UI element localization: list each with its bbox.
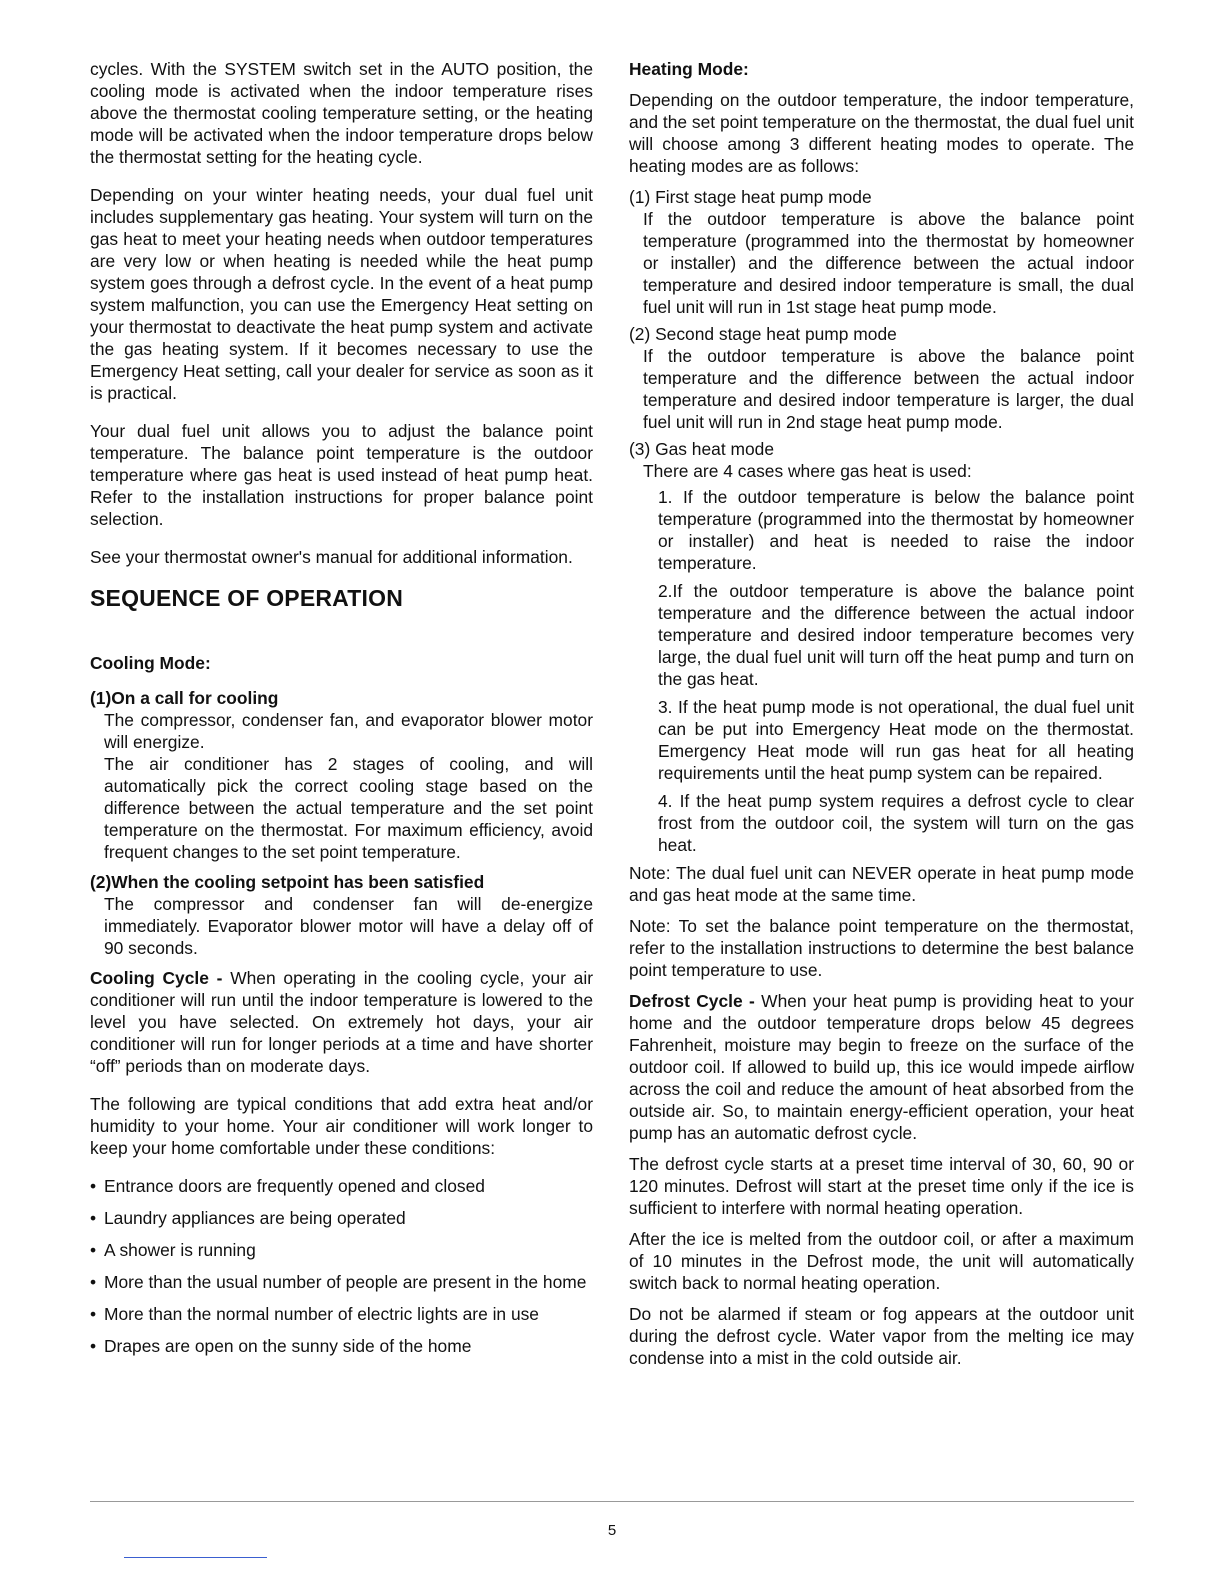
- heating-mode-1: [629, 186, 1134, 318]
- cooling-mode-heading: Cooling Mode:: [90, 653, 211, 673]
- heating-mode-1-text: If the outdoor temperature is above the balance point temperature (programmed into the thermostat by homeowner or installer) and the difference between the actual indoor temperature and desired indoor temperature is small, the dual fuel unit will run in 1st stage heat pump mode.: [643, 209, 1134, 317]
- defrost-cycle-text: When your heat pump is providing heat to your home and the outdoor temperature drops below 45 degrees Fahrenheit, moisture may begin to freeze on the surface of the outdoor coil. If allowed to build up, this ice would impede airflow across the coil and reduce the amount of heat absorbed from the outside air. So, to maintain energy-efficient operation, your heat pump has an automatic defrost cycle.: [629, 991, 1134, 1143]
- thermostat-manual-paragraph: See your thermostat owner's manual for additional information.: [90, 547, 573, 567]
- defrost-cycle-label: Defrost Cycle -: [629, 991, 755, 1011]
- heating-mode-3-title: (3) Gas heat mode: [629, 439, 774, 459]
- left-column: [90, 58, 593, 1367]
- heating-mode-heading: Heating Mode:: [629, 59, 749, 79]
- bullet-icon: •: [90, 1208, 97, 1228]
- cooling-step-1-title: (1)On a call for cooling: [90, 688, 279, 708]
- list-item: • Entrance doors are frequently opened and closed: [90, 1176, 485, 1196]
- footer-divider: [90, 1501, 1134, 1502]
- balance-point-paragraph: Your dual fuel unit allows you to adjust the balance point temperature. The balance point temperature is the outdoor temperature where gas heat is used instead of heat pump heat. Refer to the installation instructions for proper balance point selection.: [90, 421, 593, 529]
- right-column: [629, 58, 1134, 1378]
- gas-heating-paragraph: Depending on your winter heating needs, your dual fuel unit includes supplementary gas heating. Your system will turn on the gas heat to meet your heating needs when outdoor temperatures are very low or when heating is needed while the heat pump system goes through a defrost cycle. In the event of a heat pump system malfunction, you can use the Emergency Heat setting on your thermostat to deactivate the heat pump system and activate the gas heating system. If it becomes necessary to use the Emergency Heat setting, call your dealer for service as soon as it is practical.: [90, 185, 593, 403]
- heating-mode-2: [629, 323, 1134, 433]
- cooling-step-2-title: (2)When the cooling setpoint has been satisfied: [90, 872, 485, 892]
- cooling-cycle-text: When operating in the cooling cycle, your air conditioner will run until the indoor temperature is lowered to the level you have selected. On extremely hot days, your air conditioner will run for longer periods at a time and have shorter “off” periods than on moderate days.: [90, 968, 593, 1076]
- heating-mode-2-title: (2) Second stage heat pump mode: [629, 324, 897, 344]
- cooling-step-2: [90, 871, 593, 959]
- conditions-list: [90, 1175, 593, 1357]
- gas-heat-case-2: 2.If the outdoor temperature is above the balance point temperature and the difference between the actual indoor temperature and desired indoor temperature becomes very large, the dual fuel unit will turn off the heat pump and turn on the gas heat.: [658, 581, 1134, 689]
- list-item: • Laundry appliances are being operated: [90, 1208, 406, 1228]
- heating-mode-2-text: If the outdoor temperature is above the balance point temperature and the difference between the actual indoor temperature and desired indoor temperature is larger, the dual fuel unit will run in 2nd stage heat pump mode.: [643, 346, 1134, 432]
- heating-intro-paragraph: Depending on the outdoor temperature, the indoor temperature, and the set point temperature on the thermostat, the dual fuel unit will choose among 3 different heating modes to operate. The heating modes are as follows:: [629, 90, 1134, 176]
- gas-heat-case-1: 1. If the outdoor temperature is below the balance point temperature (programmed into the thermostat by homeowner or installer) and heat is needed to raise the indoor temperature.: [658, 487, 1134, 573]
- cooling-step-2-text: The compressor and condenser fan will de-energize immediately. Evaporator blower motor will have a delay off of 90 seconds.: [104, 894, 593, 958]
- gas-heat-case-3: 3. If the heat pump mode is not operational, the dual fuel unit can be put into Emergency Heat mode on the thermostat. Emergency Heat mode will run gas heat for all heating requirements until the heat pump system can be repaired.: [658, 697, 1134, 783]
- list-item: • Drapes are open on the sunny side of the home: [90, 1336, 472, 1356]
- conditions-intro: The following are typical conditions that add extra heat and/or humidity to your home. Your air conditioner will work longer to keep your home comfortable under these conditions:: [90, 1094, 593, 1158]
- bullet-icon: •: [90, 1336, 97, 1356]
- heating-mode-1-title: (1) First stage heat pump mode: [629, 187, 872, 207]
- gas-heat-case-4: 4. If the heat pump system requires a defrost cycle to clear frost from the outdoor coil, the system will turn on the gas heat.: [658, 791, 1134, 855]
- intro-paragraph-cycles: cycles. With the SYSTEM switch set in the AUTO position, the cooling mode is activated when the indoor temperature rises above the thermostat cooling temperature setting, or the heating mode will be activated when the indoor temperature drops below the thermostat setting for the heating cycle.: [90, 59, 593, 167]
- defrost-cycle-paragraph: [629, 990, 1134, 1144]
- scan-artifact-line: [124, 1557, 267, 1558]
- bullet-icon: •: [90, 1176, 97, 1196]
- list-item: • More than the normal number of electric lights are in use: [90, 1304, 539, 1324]
- page-number: 5: [607, 1522, 617, 1539]
- heating-mode-3: [629, 438, 1134, 856]
- section-title: SEQUENCE OF OPERATION: [90, 585, 404, 611]
- note-balance-point: Note: To set the balance point temperature on the thermostat, refer to the installation instructions to determine the best balance point temperature to use.: [629, 916, 1134, 980]
- list-item: • More than the usual number of people are present in the home: [90, 1272, 587, 1292]
- bullet-icon: •: [90, 1240, 97, 1260]
- list-item: • A shower is running: [90, 1240, 256, 1260]
- cooling-cycle-label: Cooling Cycle -: [90, 968, 223, 988]
- cooling-step-1-stages-text: The air conditioner has 2 stages of cooling, and will automatically pick the correct cooling stage based on the difference between the actual temperature and the set point temperature on the thermostat. For maximum efficiency, avoid frequent changes to the set point temperature.: [104, 754, 593, 862]
- note-never-both-modes: Note: The dual fuel unit can NEVER operate in heat pump mode and gas heat mode at the same time.: [629, 863, 1134, 905]
- cooling-cycle-paragraph: [90, 967, 593, 1077]
- defrost-interval-paragraph: The defrost cycle starts at a preset time interval of 30, 60, 90 or 120 minutes. Defrost will start at the preset time only if the ice is sufficient to interfere with normal heating operation.: [629, 1154, 1134, 1218]
- bullet-icon: •: [90, 1272, 97, 1292]
- gas-heat-cases-intro: There are 4 cases where gas heat is used:: [643, 461, 972, 481]
- cooling-step-1-text: The compressor, condenser fan, and evaporator blower motor will energize.: [104, 710, 593, 752]
- bullet-icon: •: [90, 1304, 97, 1324]
- defrost-end-paragraph: After the ice is melted from the outdoor coil, or after a maximum of 10 minutes in the Defrost mode, the unit will automatically switch back to normal heating operation.: [629, 1229, 1134, 1293]
- defrost-steam-paragraph: Do not be alarmed if steam or fog appears at the outdoor unit during the defrost cycle. Water vapor from the melting ice may condense into a mist in the cold outside air.: [629, 1304, 1134, 1368]
- cooling-step-1: [90, 687, 593, 863]
